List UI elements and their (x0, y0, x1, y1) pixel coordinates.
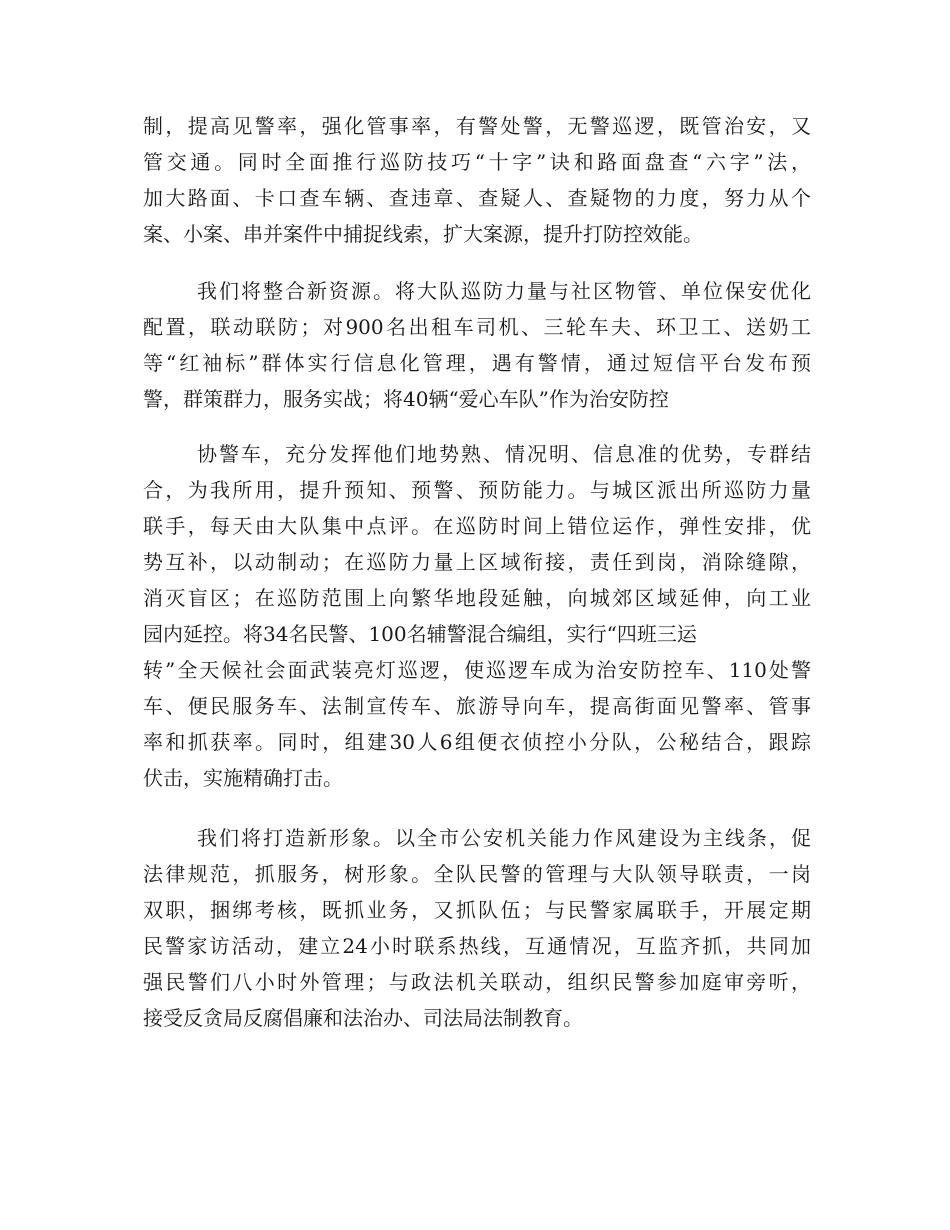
paragraph-2 (143, 273, 811, 417)
text-line: 民警家访活动，建立24小时联系热线，互通情况，互监齐抓，共同加 (143, 934, 811, 958)
text-line: 我们将整合新资源。将大队巡防力量与社区物管、单位保安优化 (197, 279, 811, 303)
text-line: 案、小案、串并案件中捕捉线索，扩大案源，提升打防控效能。 (143, 222, 703, 246)
text-line: 联手，每天由大队集中点评。在巡防时间上错位运作，弹性安排，优 (143, 514, 811, 538)
text-line: 接受反贪局反腐倡廉和法治办、司法局法制教育。 (143, 1006, 583, 1030)
text-line: 协警车，充分发挥他们地势熟、情况明、信息准的优势，专群结 (197, 442, 811, 466)
text-line: 消灭盲区；在巡防范围上向繁华地段延触，向城郊区域延伸，向工业 (143, 586, 811, 610)
paragraph-3 (143, 436, 811, 796)
text-line: 园内延控。将34名民警、100名辅警混合编组，实行“四班三运 (143, 622, 697, 646)
text-line: 制，提高见警率，强化管事率，有警处警，无警巡逻，既管治安，又 (143, 114, 811, 138)
text-line: 势互补，以动制动；在巡防力量上区域衔接，责任到岗，消除缝隙， (143, 550, 811, 574)
text-line: 管交通。同时全面推行巡防技巧“十字”诀和路面盘查“六字”法， (143, 150, 811, 174)
text-line: 双职，捆绑考核，既抓业务，又抓队伍；与民警家属联手，开展定期 (143, 898, 811, 922)
text-line: 加大路面、卡口查车辆、查违章、查疑人、查疑物的力度，努力从个 (143, 186, 811, 210)
paragraph-4 (143, 820, 811, 1036)
text-line: 伏击，实施精确打击。 (143, 766, 343, 790)
text-line: 我们将打造新形象。以全市公安机关能力作风建设为主线条，促 (197, 826, 811, 850)
text-line: 转”全天候社会面武装亮灯巡逻，使巡逻车成为治安防控车、110处警 (143, 658, 811, 682)
text-line: 警，群策群力，服务实战；将40辆“爱心车队”作为治安防控 (143, 387, 669, 411)
text-line: 率和抓获率。同时，组建30人6组便衣侦控小分队，公秘结合，跟踪 (143, 730, 811, 754)
text-line: 法律规范，抓服务，树形象。全队民警的管理与大队领导联责，一岗 (143, 862, 811, 886)
text-line: 等“红袖标”群体实行信息化管理，遇有警情，通过短信平台发布预 (143, 351, 811, 375)
text-line: 合，为我所用，提升预知、预警、预防能力。与城区派出所巡防力量 (143, 478, 811, 502)
text-line: 强民警们八小时外管理；与政法机关联动，组织民警参加庭审旁听， (143, 970, 811, 994)
text-line: 车、便民服务车、法制宣传车、旅游导向车，提高街面见警率、管事 (143, 694, 811, 718)
paragraph-1 (143, 108, 811, 252)
text-line: 配置，联动联防；对900名出租车司机、三轮车夫、环卫工、送奶工 (143, 315, 811, 339)
